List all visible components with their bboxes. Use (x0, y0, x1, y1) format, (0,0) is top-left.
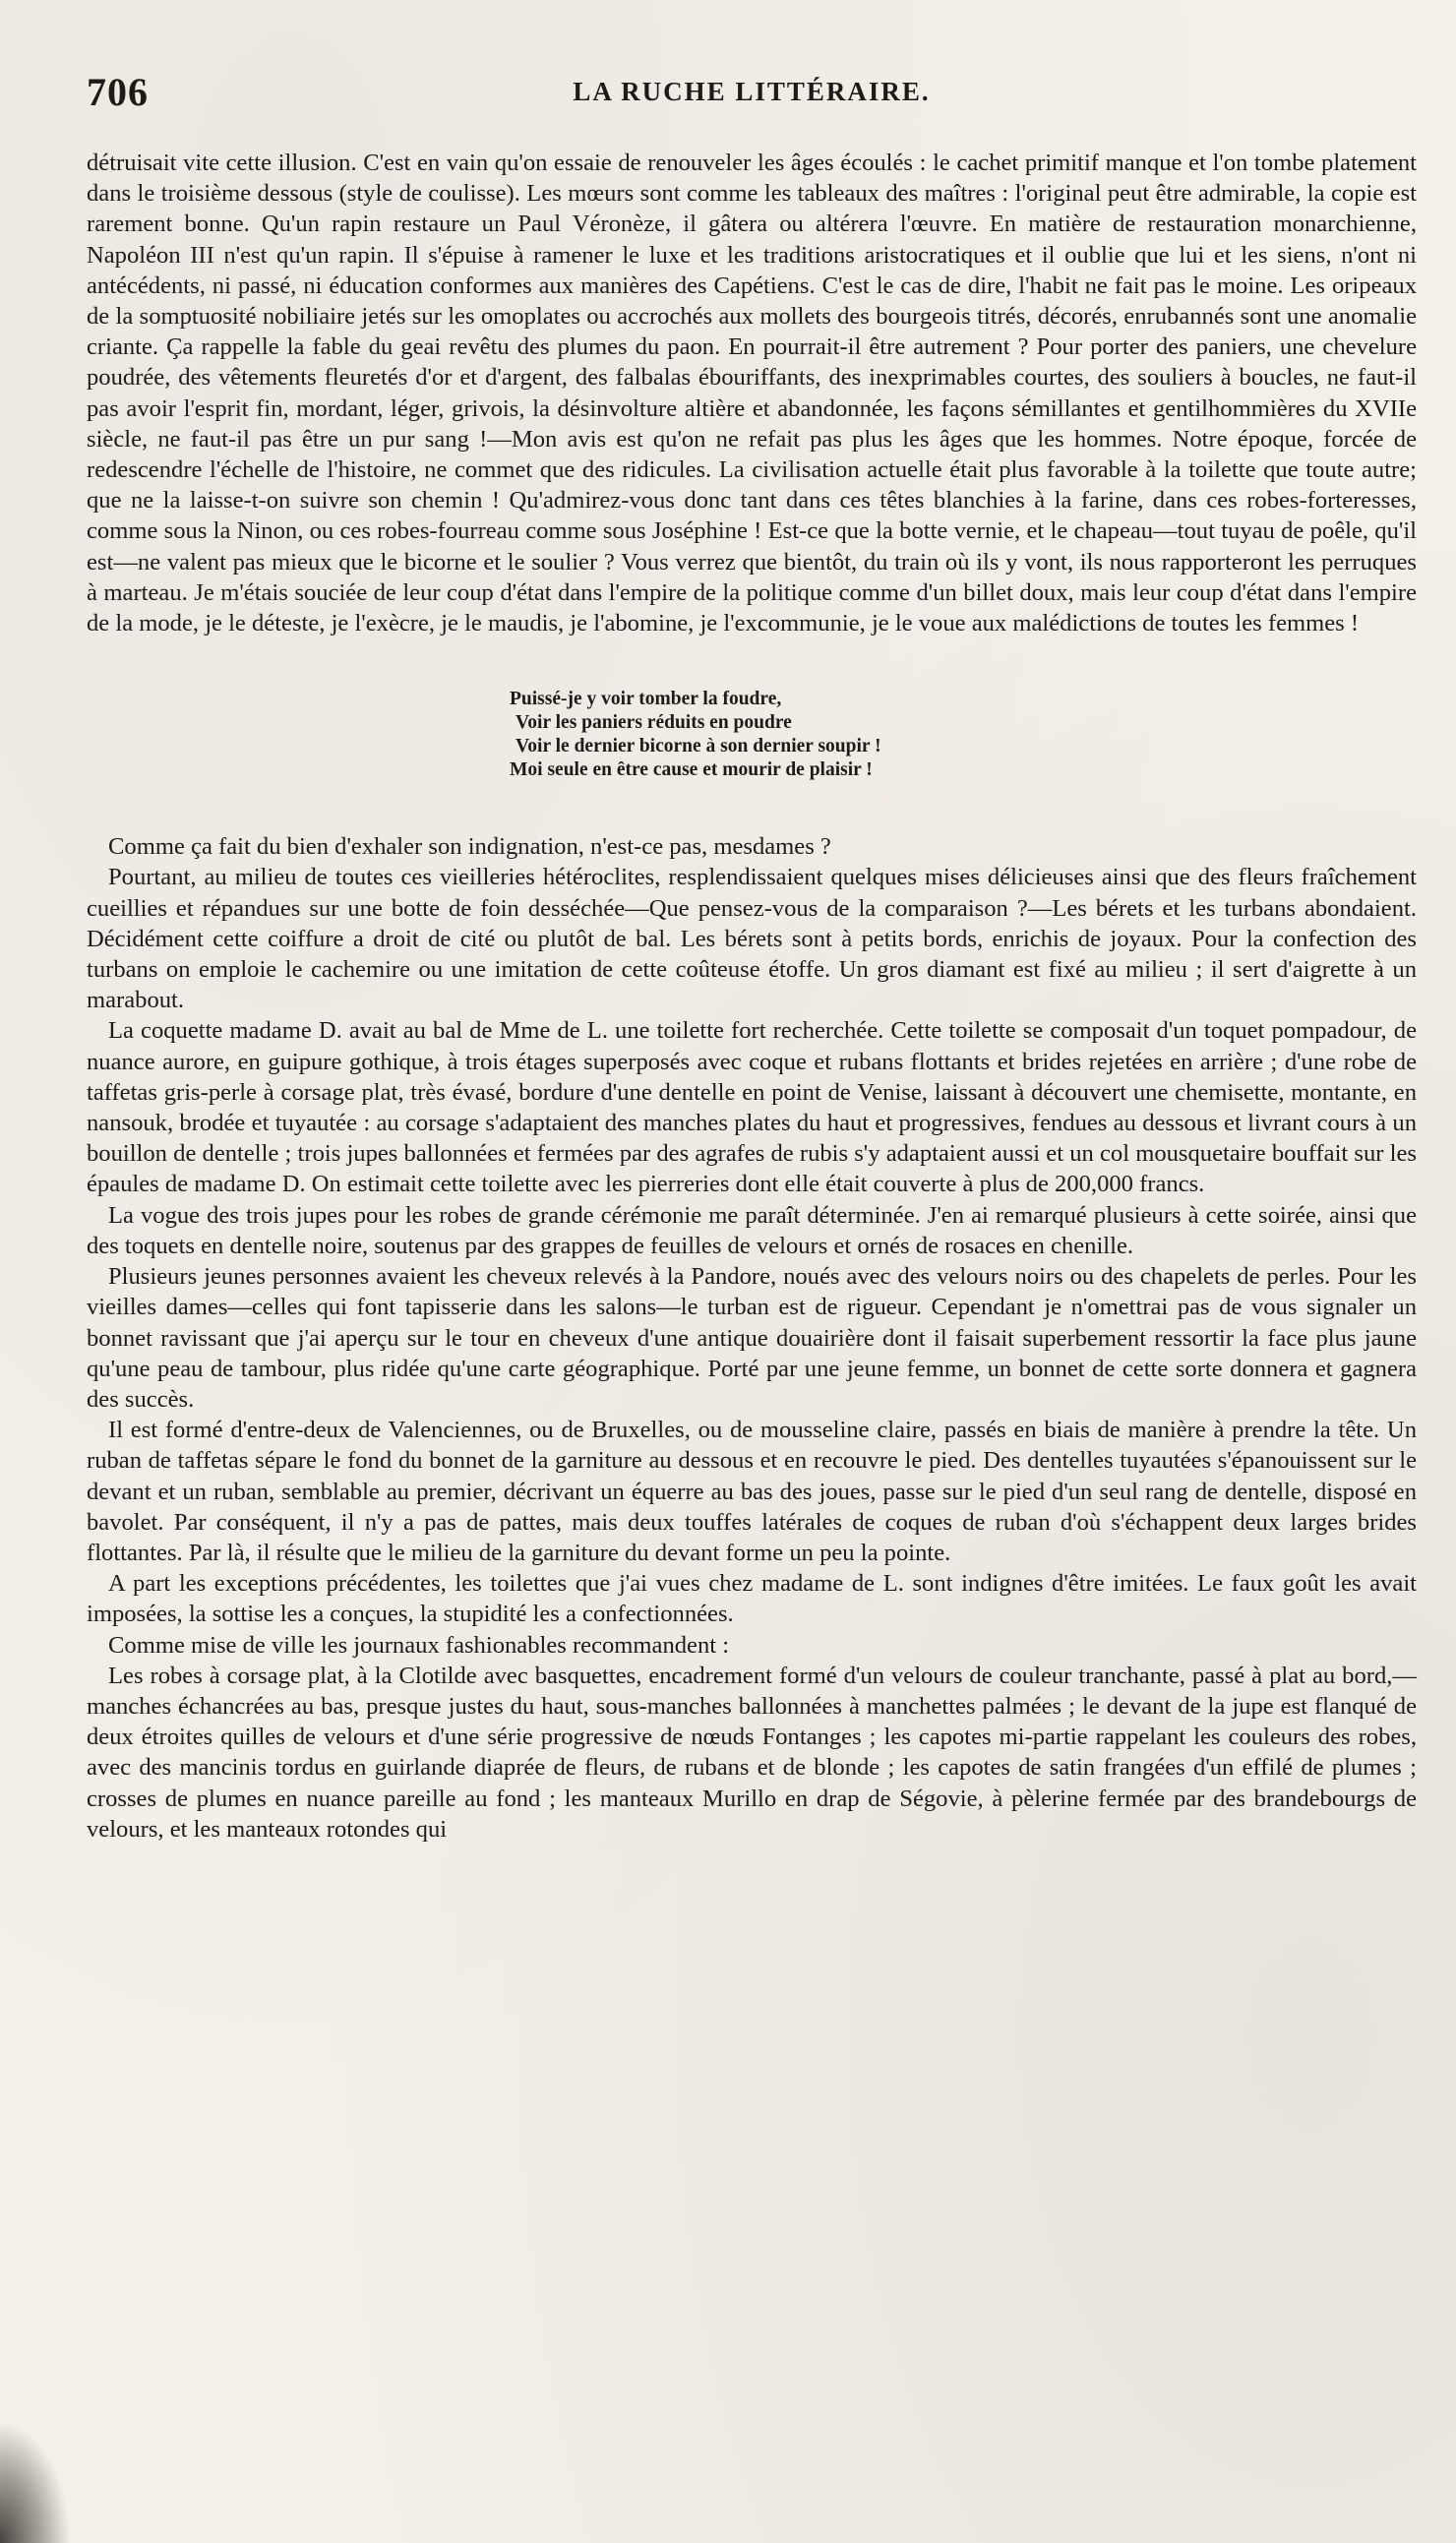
paragraph-8: A part les exceptions précédentes, les toilettes que j'ai vues chez madame de L. sont indignes d'être imitées. Le faux goût les avait imposées, la sottise les a conçues, la stupidité les a confectionnées. (87, 1570, 1417, 1628)
verse-line-4: Moi seule en être cause et mourir de plaisir ! (510, 759, 873, 781)
verse-line-2: Voir les paniers réduits en poudre (516, 712, 792, 734)
article-body (87, 148, 1417, 1845)
page-number: 706 (87, 70, 149, 114)
paragraph-5: La vogue des trois jupes pour les robes de grande cérémonie me paraît déterminée. J'en ai remarqué plusieurs à cette soirée, ainsi que des toquets en dentelle noire, soutenus par des grappes de feuilles de velours et ornés de rosaces en chenille. (87, 1201, 1417, 1259)
verse-line-3: Voir le dernier bicorne à son dernier soupir ! (516, 736, 881, 757)
verse-line-1: Puissé-je y voir tomber la foudre, (510, 689, 782, 710)
paragraph-6: Plusieurs jeunes personnes avaient les cheveux relevés à la Pandore, noués avec des velours noirs ou des chapelets de perles. Pour les vieilles dames—celles qui font tapisserie dans les salons—le turban est de rigueur. Cependant je n'omettrai pas de vous signaler un bonnet ravissant que j'ai aperçu sur le tour en cheveux d'une antique douairière dont il faisait superbement ressortir la face plus jaune qu'une peau de tambour, plus ridée qu'une carte géographique. Porté par une jeune femme, un bonnet de cette sorte donnera et gagnera des succès. (87, 1263, 1417, 1413)
paragraph-7: Il est formé d'entre-deux de Valenciennes, ou de Bruxelles, ou de mousseline claire, passés en biais de manière à prendre la tête. Un ruban de taffetas sépare le fond du bonnet de la garniture au dessous et en recouvre le pied. Des dentelles tuyautées s'épanouissent sur le devant et un ruban, semblable au premier, décrivant un équerre au bas des joues, passe sur le pied d'un seul rang de dentelle, disposé en bavolet. Par conséquent, il n'y a pas de pattes, mais deux touffes latérales de coques de ruban d'où s'échappent deux larges brides flottantes. Par là, il résulte que le milieu de la garniture du devant forme un peu la pointe. (87, 1417, 1417, 1566)
paragraph-1: détruisait vite cette illusion. C'est en vain qu'on essaie de renouveler les âges écoulés : le cachet primitif manque et l'on tombe platement dans le troisième dessous (style de coulisse). Les mœurs sont comme les tableaux des maîtres : l'original peut être admirable, la copie est rarement bonne. Qu'un rapin restaure un Paul Véronèze, il gâtera ou altérera l'œuvre. En matière de restauration monarchienne, Napoléon III n'est qu'un rapin. Il s'épuise à ramener le luxe et les traditions aristocratiques et il oublie que lui et les siens, n'ont ni antécédents, ni passé, ni éducation conformes aux manières des Capétiens. C'est le cas de dire, l'habit ne fait pas le moine. Les oripeaux de la somptuosité nobiliaire jetés sur les omoplates ou accrochés aux mollets des bourgeois titrés, décorés, enrubannés sont une anomalie criante. Ça rappelle la fable du geai revêtu des plumes du paon. En pourrait-il être autrement ? Pour porter des paniers, une chevelure poudrée, des vêtements fleuretés d'or et d'argent, des falbalas ébouriffants, des inexprimables courtes, des souliers à boucles, ne faut-il pas avoir l'esprit fin, mordant, léger, grivois, la désinvolture altière et abandonnée, les façons sémillantes et gentilhommières du XVIIe siècle, ne faut-il pas être un pur sang !—Mon avis est qu'on ne refait pas plus les âges que les hommes. Notre époque, forcée de redescendre l'échelle de l'histoire, ne commet que des ridicules. La civilisation actuelle était plus favorable à la toilette que toute autre; que ne la laisse-t-on suivre son chemin ! Qu'admirez-vous donc tant dans ces têtes blanchies à la farine, dans ces robes-forteresses, comme sous la Ninon, ou ces robes-fourreau comme sous Joséphine ! Est-ce que la botte vernie, et le chapeau—tout tuyau de poêle, qu'il est—ne valent pas mieux que le bicorne et le soulier ? Vous verrez que bientôt, du train où ils y vont, ils nous rapporteront les perruques à marteau. Je m'étais souciée de leur coup d'état dans l'empire de la politique comme d'un billet doux, mais leur coup d'état dans l'empire de la mode, je le déteste, je l'exècre, je le maudis, je l'abomine, je l'excommunie, je le voue aux malédictions de toutes les femmes ! (87, 150, 1417, 637)
running-title: LA RUCHE LITTÉRAIRE. (573, 77, 931, 106)
paragraph-4: La coquette madame D. avait au bal de Mme de L. une toilette fort recherchée. Cette toilette se composait d'un toquet pompadour, de nuance aurore, en guipure gothique, à trois étages superposés avec coque et rubans flottants et brides rejetées en arrière ; d'une robe de taffetas gris-perle à corsage plat, très évasé, bordure d'une dentelle en point de Venise, laissant à découvert une chemisette, montante, en nansouk, brodée et tuyautée : au corsage s'adaptaient des manches plates du haut et progressives, fendues au dessous et livrant cours à un bouillon de dentelle ; trois jupes ballonnées et fermées par des agrafes de rubis s'y adaptaient aussi et un col mousquetaire bouffait sur les épaules de madame D. On estimait cette toilette avec les pierreries dont elle était couverte à plus de 200,000 francs. (87, 1017, 1417, 1198)
verse-block (510, 688, 1417, 782)
paragraph-9: Comme mise de ville les journaux fashionables recommandent : (108, 1631, 730, 1659)
page-header (87, 69, 1417, 118)
paragraph-3: Pourtant, au milieu de toutes ces vieilleries hétéroclites, resplendissaient quelques mises délicieuses ainsi que des fleurs fraîchement cueillies et répandues sur une botte de foin desséchée—Que pensez-vous de la comparaison ?—Les bérets et les turbans abondaient. Décidément cette coiffure a droit de cité ou plutôt de bal. Les bérets sont à petits bords, enrichis de joyaux. Pour la confection des turbans on emploie le cachemire ou une imitation de cette coûteuse étoffe. Un gros diamant est fixé au milieu ; il sert d'aigrette à un marabout. (87, 864, 1417, 1014)
paragraph-10: Les robes à corsage plat, à la Clotilde avec basquettes, encadrement formé d'un velours de couleur tranchante, passé à plat au bord,—manches échancrées au bas, presque justes du haut, sous-manches ballonnées à manchettes palmées ; le devant de la jupe est flanqué de deux étroites quilles de velours et d'une série progressive de nœuds Fontanges ; les capotes mi-partie rappelant les couleurs des robes, avec des mancinis tordus en guirlande diaprée de fleurs, de rubans et de blonde ; les capotes de satin frangées d'un effilé de plumes ; crosses de plumes en nuance pareille au fond ; les manteaux Murillo en drap de Ségovie, à pèlerine fermée par des brandebourgs de velours, et les manteaux rotondes qui (87, 1662, 1417, 1843)
paragraph-2: Comme ça fait du bien d'exhaler son indignation, n'est-ce pas, mesdames ? (108, 833, 831, 861)
page-stain (0, 2425, 69, 2543)
